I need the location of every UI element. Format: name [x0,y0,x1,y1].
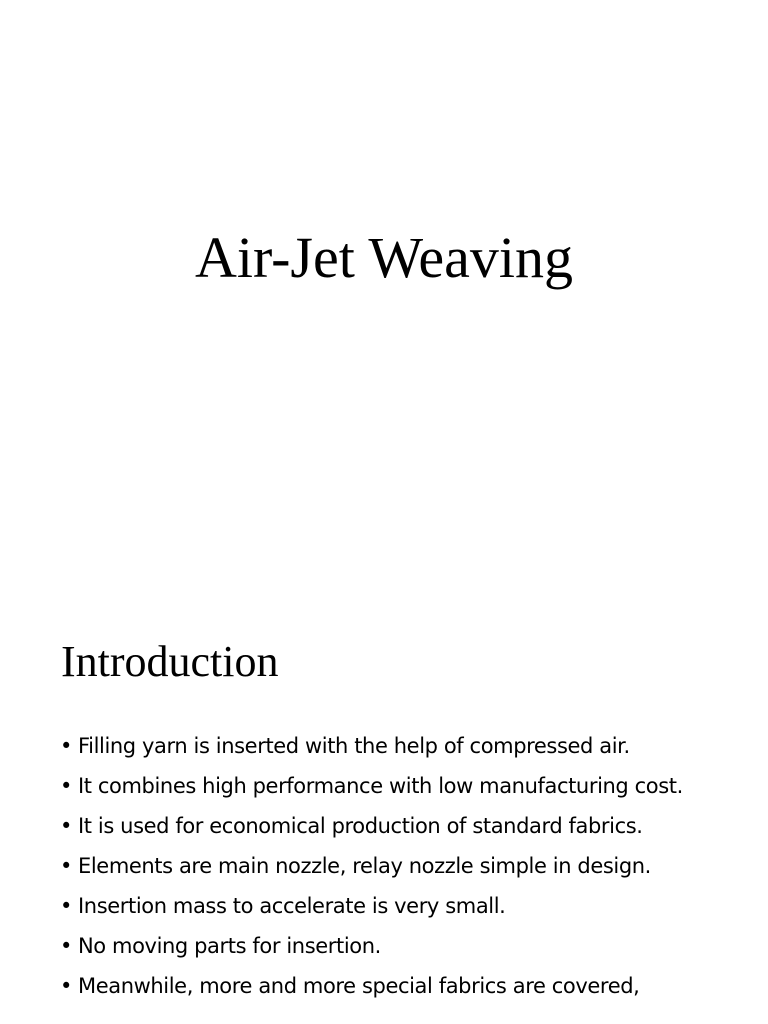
bullet-icon: • [60,734,72,758]
bullet-text: It combines high performance with low manufacturing cost. [78,774,683,798]
bullet-icon: • [60,814,72,838]
bullet-item [60,851,706,881]
bullet-text: It is used for economical production of standard fabrics. [78,814,643,838]
bullet-text: Meanwhile, more and more special fabrics are covered, [78,974,640,998]
bullet-text: No moving parts for insertion. [78,934,381,958]
bullet-list [60,731,706,1011]
slide-title: Air-Jet Weaving [194,225,574,290]
bullet-item [60,811,706,841]
bullet-item [60,971,706,1001]
bullet-icon: • [60,854,72,878]
bullet-item [60,731,706,761]
slide-heading: Introduction [61,637,279,686]
introduction-slide [0,576,768,1024]
bullet-item [60,891,706,921]
bullet-item [60,771,706,801]
bullet-icon: • [60,894,72,918]
bullet-text: Elements are main nozzle, relay nozzle simple in design. [78,854,651,878]
bullet-item [60,931,706,961]
bullet-text: Insertion mass to accelerate is very small. [78,894,506,918]
bullet-text: Filling yarn is inserted with the help of compressed air. [78,734,630,758]
bullet-icon: • [60,774,72,798]
bullet-icon: • [60,974,72,998]
bullet-icon: • [60,934,72,958]
